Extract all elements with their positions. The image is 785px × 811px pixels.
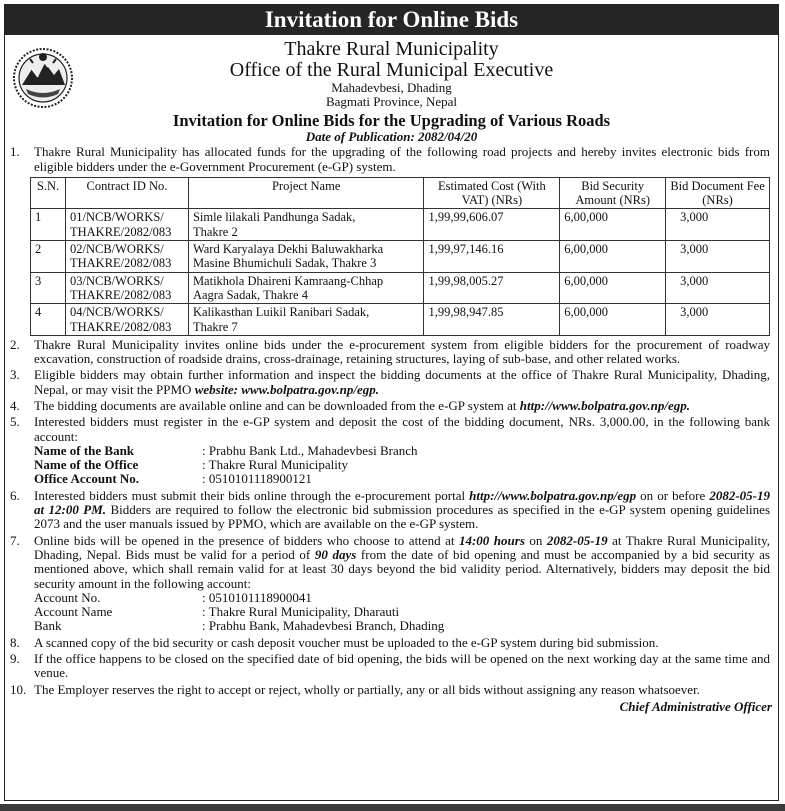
contract-id-line-1: 02/NCB/WORKS/ — [69, 242, 164, 257]
security-account-row — [34, 591, 770, 605]
office-header — [5, 39, 778, 143]
paragraph-number: 6. — [10, 487, 20, 503]
paragraph-10 — [5, 683, 778, 697]
cell-bid-security: 6,00,000 — [560, 209, 666, 241]
cell-bid-security: 6,00,000 — [560, 272, 666, 304]
cell-contract-id — [65, 272, 188, 304]
col-header-estimated-cost: Estimated Cost (With VAT) (NRs) — [424, 177, 560, 209]
paragraph-3-body: Eligible bidders may obtain further information and inspect the bidding documents at the office of Thakre Rural Municipality, Dhading, Nepal, or may visit the PPMO — [34, 367, 770, 397]
cell-project-name — [188, 209, 424, 241]
paragraph-number: 3. — [10, 367, 20, 383]
project-name-line-1: Simle lilakali Pandhunga Sadak, — [192, 210, 356, 225]
office-account-value: : 0510101118900121 — [202, 471, 312, 487]
paragraph-1 — [5, 145, 778, 174]
notice-frame — [4, 4, 779, 801]
cell-document-fee: 3,000 — [666, 272, 770, 304]
bank-name-label: Name of the Bank — [34, 442, 135, 458]
bank-name-value: : Prabhu Bank Ltd., Mahadevbesi Branch — [202, 442, 418, 458]
cell-project-name — [188, 304, 424, 336]
paragraph-text — [34, 368, 778, 397]
contract-id-line-1: 04/NCB/WORKS/ — [69, 305, 164, 320]
paragraph-4 — [5, 399, 778, 413]
cell-sn: 3 — [31, 272, 66, 304]
col-header-contract-id: Contract ID No. — [65, 177, 188, 209]
table-row — [31, 209, 770, 241]
cell-document-fee: 3,000 — [666, 304, 770, 336]
opening-date: 2082-05-19 — [546, 532, 608, 548]
contract-id-line-1: 01/NCB/WORKS/ — [69, 210, 164, 225]
cell-document-fee: 3,000 — [666, 241, 770, 273]
cell-estimated-cost: 1,99,98,005.27 — [424, 272, 560, 304]
security-account-name-row — [34, 605, 770, 619]
ppmo-website-link[interactable]: website: www.bolpatra.gov.np/egp. — [194, 381, 379, 397]
paragraph-7-body-b: on — [524, 532, 547, 548]
security-account-name-label: Account Name — [34, 604, 113, 620]
cell-contract-id — [65, 209, 188, 241]
notice-title: Invitation for Online Bids for the Upgrading of Various Roads — [172, 111, 611, 131]
paragraph-7 — [5, 534, 778, 634]
paragraph-text — [34, 489, 778, 532]
project-name-line-1: Ward Karyalaya Dekhi Baluwakharka — [192, 242, 384, 257]
table-row — [31, 241, 770, 273]
paragraph-3 — [5, 368, 778, 397]
security-account-label: Account No. — [34, 589, 101, 605]
paragraph-number: 10. — [10, 681, 27, 697]
address-line-2: Bagmati Province, Nepal — [325, 93, 458, 109]
security-bank-label: Bank — [34, 618, 62, 634]
paragraph-8 — [5, 636, 778, 650]
address-line-1: Mahadevbesi, Dhading — [331, 80, 452, 95]
office-name-value: : Thakre Rural Municipality — [202, 457, 348, 473]
bottom-divider — [0, 804, 785, 811]
contract-id-line-2: THAKRE/2082/083 — [69, 319, 172, 334]
contract-id-line-2: THAKRE/2082/083 — [69, 224, 172, 239]
paragraph-6-body-b: on or before — [636, 487, 710, 503]
publication-date: Date of Publication: 2082/04/20 — [305, 128, 478, 144]
security-account-name-value: : Thakre Rural Municipality, Dharauti — [202, 604, 400, 620]
opening-time: 14:00 hours — [458, 532, 525, 548]
banner-title: Invitation for Online Bids — [5, 5, 778, 35]
cell-sn: 4 — [31, 304, 66, 336]
government-emblem-icon — [12, 47, 74, 109]
table-row — [31, 272, 770, 304]
cell-sn: 2 — [31, 241, 66, 273]
office-account-label: Office Account No. — [34, 471, 140, 487]
projects-table — [30, 177, 770, 336]
paragraph-2 — [5, 338, 778, 367]
paragraph-number: 5. — [10, 414, 20, 430]
cell-estimated-cost: 1,99,98,947.85 — [424, 304, 560, 336]
cell-project-name — [188, 272, 424, 304]
paragraph-text — [34, 534, 778, 634]
office-name-label: Name of the Office — [34, 457, 139, 473]
cell-project-name — [188, 241, 424, 273]
cell-bid-security: 6,00,000 — [560, 241, 666, 273]
project-name-line-2: Aagra Sadak, Thakre 4 — [192, 287, 308, 302]
validity-period: 90 days — [314, 546, 357, 562]
paragraph-9 — [5, 652, 778, 681]
contract-id-line-2: THAKRE/2082/083 — [69, 287, 172, 302]
paragraph-text: Thakre Rural Municipality invites online bids under the e-procurement system from eligible bidders for the procurement of roadway excavation, construction of roadside drains, cross-drainage, retaining structures, laying of sub-base, and other related works. — [34, 336, 770, 367]
security-account-value: : 0510101118900041 — [202, 589, 312, 605]
project-name-line-2: Masine Bhumichuli Sadak, Thakre 3 — [192, 256, 377, 271]
paragraph-number: 2. — [10, 336, 20, 352]
cell-bid-security: 6,00,000 — [560, 304, 666, 336]
egp-system-link[interactable]: http://www.bolpatra.gov.np/egp. — [519, 397, 691, 413]
paragraph-text — [34, 399, 778, 413]
project-name-line-2: Thakre 2 — [192, 224, 238, 239]
cell-estimated-cost: 1,99,97,146.16 — [424, 241, 560, 273]
bank-name-row — [34, 444, 770, 458]
col-header-project-name: Project Name — [188, 177, 424, 209]
paragraph-7-body-c: at Thakre Rural Municipality, Dhading, Nepal. Bids must be valid for a period of — [34, 532, 770, 562]
cell-contract-id — [65, 241, 188, 273]
cell-document-fee: 3,000 — [666, 209, 770, 241]
contract-id-line-1: 03/NCB/WORKS/ — [69, 273, 164, 288]
cell-sn: 1 — [31, 209, 66, 241]
paragraph-text: If the office happens to be closed on the specified date of bid opening, the bids will be opened on the next working day at the same time and venue. — [34, 651, 770, 681]
paragraph-text: The Employer reserves the right to accept or reject, wholly or partially, any or all bids without assigning any reason whatsoever. — [34, 681, 700, 697]
paragraph-7-body-d: from the date of bid opening and must be accompanied by a bid security as mentioned above, which shall remain valid for at least 30 days beyond the bid validity period. Alternatively, bidders may deposit the bid security amount in the following account: — [34, 546, 770, 591]
paragraph-6-body-c: Bidders are required to follow the electronic bid submission procedures as specified in the e-GP system opening guidelines 2073 and the user manuals issued by PPMO, which are available on the e-GP system. — [34, 502, 770, 532]
paragraph-6-body-a: Interested bidders must submit their bids online through the e-procurement portal — [34, 487, 470, 503]
office-name: Office of the Rural Municipal Executive — [229, 59, 554, 81]
paragraph-4-body: The bidding documents are available online and can be downloaded from the e-GP system at — [34, 397, 520, 413]
paragraph-text: Thakre Rural Municipality has allocated funds for the upgrading of the following road projects and hereby invites electronic bids from eligible bidders under the e-Government Procurement (e-GP) system. — [34, 144, 770, 174]
signature-title: Chief Administrative Officer — [619, 698, 772, 714]
security-bank-value: : Prabhu Bank, Mahadevbesi Branch, Dhading — [202, 618, 445, 634]
paragraph-6 — [5, 489, 778, 532]
cell-contract-id — [65, 304, 188, 336]
paragraph-number: 8. — [10, 634, 20, 650]
paragraph-5 — [5, 415, 778, 486]
project-name-line-1: Kalikasthan Luikil Ranibari Sadak, — [192, 305, 370, 320]
security-bank-row — [34, 619, 770, 633]
cell-estimated-cost: 1,99,99,606.07 — [424, 209, 560, 241]
col-header-bid-security: Bid Security Amount (NRs) — [560, 177, 666, 209]
paragraph-text: A scanned copy of the bid security or cash deposit voucher must be uploaded to the e-GP system during bid submission. — [34, 634, 659, 650]
paragraph-text — [34, 415, 778, 486]
paragraph-5-body: Interested bidders must register in the e-GP system and deposit the cost of the bidding document, NRs. 3,000.00, in the following bank account: — [34, 414, 770, 444]
table-header-row — [31, 177, 770, 209]
paragraph-7-body-a: Online bids will be opened in the presence of bidders who choose to attend at — [34, 532, 459, 548]
municipality-name: Thakre Rural Municipality — [284, 38, 499, 60]
office-name-row — [34, 458, 770, 472]
col-header-sn: S.N. — [31, 177, 66, 209]
table-row — [31, 304, 770, 336]
contract-id-line-2: THAKRE/2082/083 — [69, 256, 172, 271]
egp-portal-link[interactable]: http://www.bolpatra.gov.np/egp — [469, 487, 637, 503]
submission-deadline: 2082-05-19 at 12:00 PM. — [34, 487, 770, 518]
office-account-row — [34, 472, 770, 486]
paragraph-number: 7. — [10, 532, 20, 548]
col-header-document-fee: Bid Document Fee (NRs) — [666, 177, 770, 209]
project-name-line-2: Thakre 7 — [192, 319, 238, 334]
paragraph-number: 9. — [10, 651, 20, 667]
paragraph-number: 4. — [10, 397, 20, 413]
paragraph-number: 1. — [10, 144, 20, 160]
project-name-line-1: Matikhola Dhaireni Kamraang-Chhap — [192, 273, 384, 288]
